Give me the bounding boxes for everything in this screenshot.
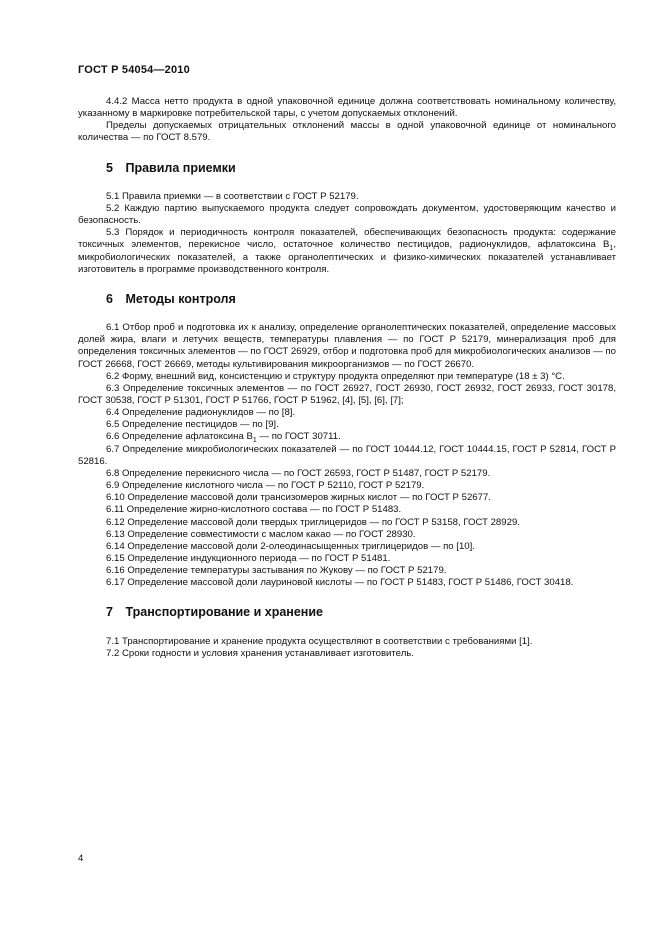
paragraph-6-14: 6.14 Определение массовой доли 2-олеодинасыщенных триглицеридов — по [10]. (106, 540, 475, 552)
section-7-number: 7 (106, 605, 113, 620)
subscript-1: 1 (252, 437, 257, 445)
paragraph-6-8: 6.8 Определение перекисного числа — по ГОСТ 26593, ГОСТ Р 51487, ГОСТ Р 52179. (106, 467, 491, 479)
paragraph-4-4-2-limits: Пределы допускаемых отрицательных отклонений массы в одной упаковочной единице от номинального количества — по ГОСТ 8.579. (78, 120, 616, 144)
section-6-title: Методы контроля (125, 291, 236, 306)
paragraph-6-16: 6.16 Определение температуры застывания по Жукову — по ГОСТ Р 52179. (106, 565, 447, 577)
paragraph-6-3: 6.3 Определение токсичных элементов — по ГОСТ 26927, ГОСТ 26930, ГОСТ 26932, ГОСТ 26933, ГОСТ 30178, ГОСТ 30538, ГОСТ Р 51301, ГОСТ Р 51766, ГОСТ Р 51962, [4], [5], [6], [7]; (78, 382, 616, 406)
paragraph-6-6-end: — по ГОСТ 30711. (256, 431, 341, 443)
paragraph-6-4: 6.4 Определение радионуклидов — по [8]. (106, 407, 296, 419)
paragraph-6-6-start: 6.6 Определение афлатоксина В (106, 431, 253, 443)
paragraph-6-1: 6.1 Отбор проб и подготовка их к анализу, определение органолептических показателей, определение массовых долей жира, влаги и летучих веществ, температуры плавления — по ГОСТ Р 52179, минерализация проб для определения токсичных элементов — по ГОСТ 26929, отбор и подготовка проб для микробиологических анализов — по ГОСТ 26668, ГОСТ 26669, методы культивирования микроорганизмов — по ГОСТ 26670. (78, 322, 616, 370)
section-5-number: 5 (106, 160, 113, 175)
document-header: ГОСТ Р 54054—2010 (78, 64, 190, 76)
paragraph-6-12: 6.12 Определение массовой доли твердых триглицеридов — по ГОСТ Р 53158, ГОСТ 28929. (106, 516, 520, 528)
paragraph-5-2: 5.2 Каждую партию выпускаемого продукта следует сопровождать документом, удостоверяющим качество и безопасность. (78, 202, 616, 227)
paragraph-4-4-2: 4.4.2 Масса нетто продукта в одной упаковочной единице должна соответствовать номинальному количеству, указанному в маркировке потребительской тары, с учетом допускаемых отклонений. (78, 96, 616, 120)
paragraph-6-7: 6.7 Определение микробиологических показателей — по ГОСТ 10444.12, ГОСТ 10444.15, ГОСТ Р 52814, ГОСТ Р 52816. (78, 443, 616, 467)
paragraph-5-1: 5.1 Правила приемки — в соответствии с ГОСТ Р 52179. (106, 190, 359, 202)
section-7-heading (78, 606, 616, 618)
document-body (78, 96, 616, 660)
paragraph-5-3-end: , микробиологических показателей, а также органолептических и физико-химических показателей устанавливает изготовитель в программе производственного контроля. (78, 239, 616, 275)
section-7-title: Транспортирование и хранение (125, 605, 323, 620)
section-6-heading (78, 293, 616, 305)
paragraph-6-5: 6.5 Определение пестицидов — по [9]. (106, 419, 279, 431)
section-5-heading (78, 162, 616, 174)
paragraph-6-13: 6.13 Определение совместимости с маслом какао — по ГОСТ 28930. (106, 528, 416, 540)
paragraph-7-2: 7.2 Сроки годности и условия хранения устанавливает изготовитель. (106, 647, 414, 659)
paragraph-6-17: 6.17 Определение массовой доли лауриновой кислоты — по ГОСТ Р 51483, ГОСТ Р 51486, ГОСТ 30418. (106, 577, 574, 589)
page-number: 4 (78, 853, 84, 864)
paragraph-6-11: 6.11 Определение жирно-кислотного состава — по ГОСТ Р 51483. (106, 504, 402, 516)
paragraph-6-6 (78, 431, 616, 443)
paragraph-5-3 (78, 227, 616, 276)
paragraph-6-2: 6.2 Форму, внешний вид, консистенцию и структуру продукта определяют при температуре (18 ± 3) °С. (106, 370, 565, 382)
paragraph-6-10: 6.10 Определение массовой доли трансизомеров жирных кислот — по ГОСТ Р 52677. (106, 492, 491, 504)
section-5-title: Правила приемки (125, 160, 236, 175)
paragraph-5-3-start: 5.3 Порядок и периодичность контроля показателей, обеспечивающих безопасность продукта: содержание токсичных элементов, перекисное число, остаточное количество пестицидов, радионуклидов, афлатоксина В (78, 227, 616, 251)
section-6-number: 6 (106, 291, 113, 306)
paragraph-6-9: 6.9 Определение кислотного числа — по ГОСТ Р 52110, ГОСТ Р 52179. (106, 480, 425, 492)
paragraph-6-15: 6.15 Определение индукционного периода — по ГОСТ Р 51481. (106, 553, 391, 564)
paragraph-7-1: 7.1 Транспортирование и хранение продукта осуществляют в соответствии с требованиями [1]. (106, 635, 533, 647)
subscript-1: 1 (609, 245, 614, 253)
